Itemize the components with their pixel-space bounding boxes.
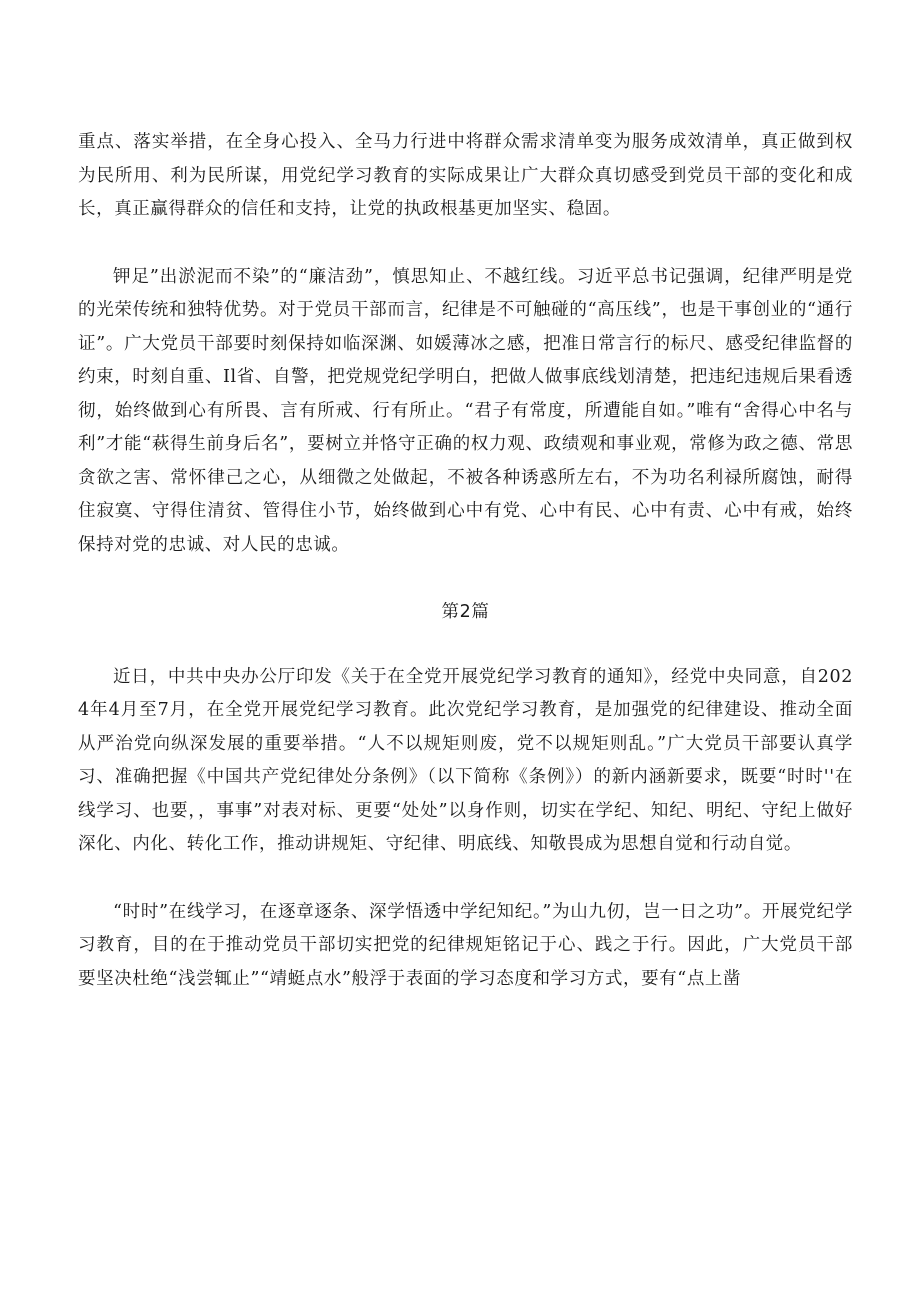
paragraph-study: “时时”在线学习，在逐章逐条、深学悟透中学纪知纪。”为山九仞，岂一日之功”。开展党纪学习教育，目的在于推动党员干部切实把党的纪律规矩铭记于心、践之于行。因此，广大党员干部要坚决杜绝“浅尝辄止”“靖蜓点水”般浮于表面的学习态度和学习方式，要有“点上凿 [78,901,853,989]
paragraph-continuation: 重点、落实举措，在全身心投入、全马力行进中将群众需求清单变为服务成效清单，真正做到权为民所用、利为民所谋，用党纪学习教育的实际成果让广大群众真切感受到党员干部的变化和成长，真正赢得群众的信任和支持，让党的执政根基更加坚实、稳固。 [78,132,853,219]
paragraph-notice: 近日，中共中央办公厅印发《关于在全党开展党纪学习教育的通知》，经党中央同意，自2024年4月至7月，在全党开展党纪学习教育。此次党纪学习教育，是加强党的纪律建设、推动全面从严治党向纵深发展的重要举措。“人不以规矩则废，党不以规矩则乱。”广大党员干部要认真学习、准确把握《中国共产党纪律处分条例》（以下简称《条例》）的新内涵新要求，既要“时时''在线学习、也要，，事事”对表对标、更要“处处”以身作则，切实在学纪、知纪、明纪、守纪上做好深化、内化、转化工作，推动讲规矩、守纪律、明底线、知敬畏成为思想自觉和行动自觉。 [78,666,853,854]
document-body [78,126,853,996]
paragraph-integrity: 钾足”出淤泥而不染”的“廉洁劲”，慎思知止、不越红线。习近平总书记强调，纪律严明是党的光荣传统和独特优势。对于党员干部而言，纪律是不可触碰的“高压线”，也是干事创业的“通行证”。广大党员干部要时刻保持如临深渊、如媛薄冰之感，把准日常言行的标尺、感受纪律监督的约束，时刻自重、Il省、自警，把党规党纪学明白，把做人做事底线划清楚，把违纪违规后果看透彻，始终做到心有所畏、言有所戒、行有所止。“君子有常度，所遭能自如。”唯有“舍得心中名与利”才能“萩得生前身后名”，要树立并恪守正确的权力观、政绩观和事业观，常修为政之德、常思贪欲之害、常怀律己之心，从细微之处做起，不被各种诱惑所左右，不为功名利禄所腐蚀，耐得住寂寞、守得住清贫、管得住小节，始终做到心中有党、心中有民、心中有责、心中有戒，始终保持对党的忠诚、对人民的忠诚。 [78,266,853,555]
section-heading: 第2篇 [441,602,490,622]
